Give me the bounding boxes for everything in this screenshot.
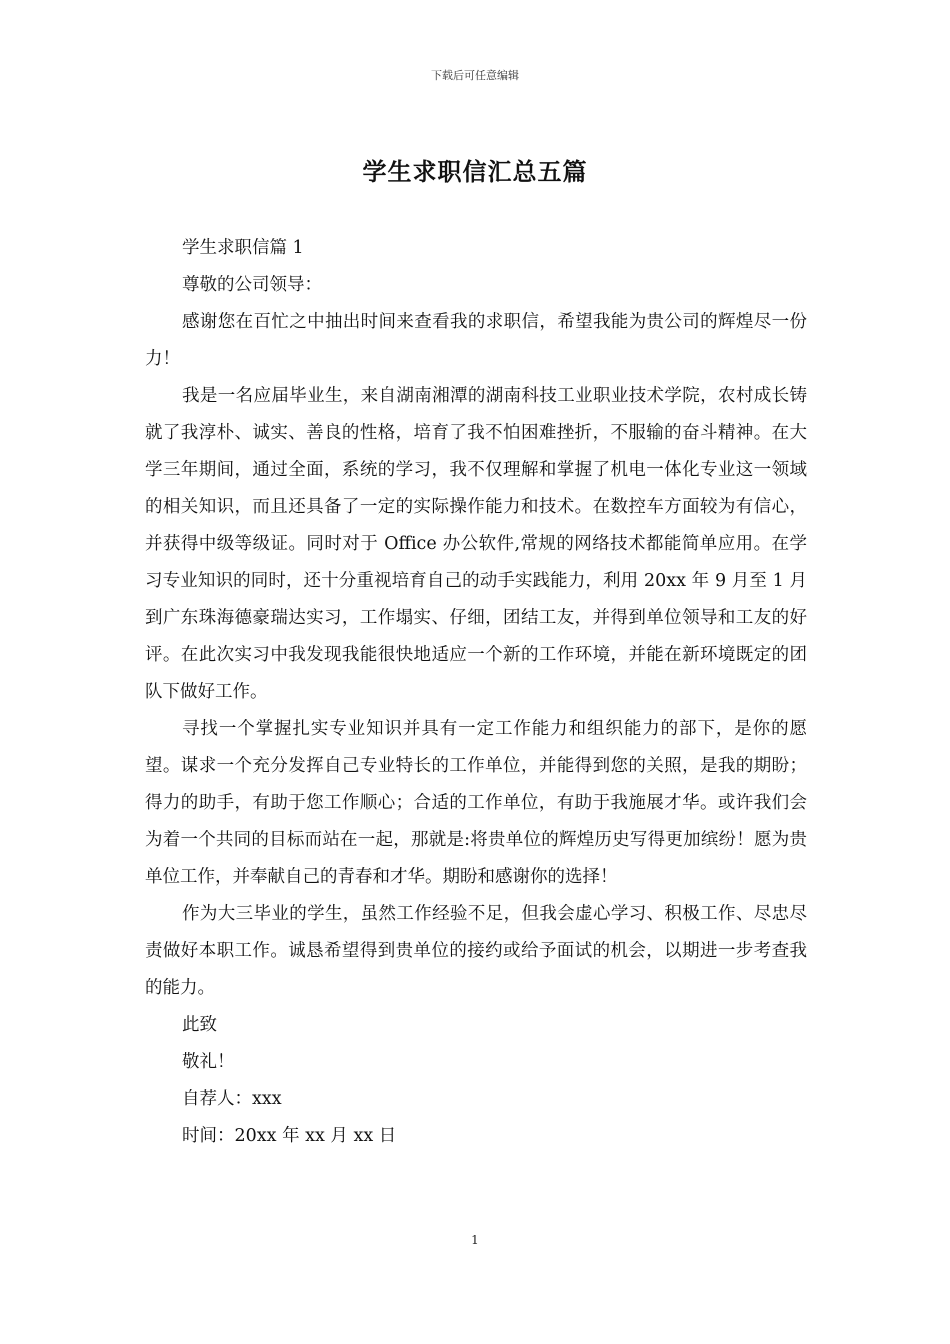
salutation: 尊敬的公司领导： bbox=[182, 275, 322, 295]
date-line: 时间：20xx 年 xx 月 xx 日 bbox=[182, 1126, 397, 1146]
signature: 自荐人：xxx bbox=[182, 1089, 282, 1109]
header-note: 下载后可任意编辑 bbox=[431, 69, 519, 82]
closing-line: 敬礼！ bbox=[182, 1052, 235, 1072]
page-number: 1 bbox=[471, 1233, 479, 1247]
paragraph: 我是一名应届毕业生，来自湖南湘潭的湖南科技工业职业技术学院，农村成长铸就了我淳朴、诚实、善良的性格，培育了我不怕困难挫折，不服输的奋斗精神。在大学三年期间，通过全面，系统的学习，我不仅理解和掌握了机电一体化专业这一领域的相关知识，而且还具备了一定的实际操作能力和技术。在数控车方面较为有信心，并获得中级等级证。同时对于 Office 办公软件,常规的网络技术都能简单应用。在学习专业知识的同时，还十分重视培育自己的动手实践能力，利用 20xx 年 9 月至 1 月到广东珠海德豪瑞达实习，工作塌实、仔细，团结工友，并得到单位领导和工友的好评。在此次实习中我发现我能很快地适应一个新的工作环境，并能在新环境既定的团队下做好工作。 bbox=[145, 386, 807, 702]
paragraph: 寻找一个掌握扎实专业知识并具有一定工作能力和组织能力的部下，是你的愿望。谋求一个充分发挥自己专业特长的工作单位，并能得到您的关照，是我的期盼；得力的助手，有助于您工作顺心；合适的工作单位，有助于我施展才华。或许我们会为着一个共同的目标而站在一起，那就是:将贵单位的辉煌历史写得更加缤纷！愿为贵单位工作，并奉献自己的青春和才华。期盼和感谢你的选择！ bbox=[145, 719, 807, 887]
paragraph: 感谢您在百忙之中抽出时间来查看我的求职信，希望我能为贵公司的辉煌尽一份力！ bbox=[145, 312, 807, 369]
letter-body bbox=[145, 230, 807, 1155]
paragraph: 作为大三毕业的学生，虽然工作经验不足，但我会虚心学习、积极工作、尽忠尽责做好本职工作。诚恳希望得到贵单位的接约或给予面试的机会，以期进一步考查我的能力。 bbox=[145, 904, 807, 998]
section-heading: 学生求职信篇 1 bbox=[182, 238, 304, 258]
closing-line: 此致 bbox=[182, 1015, 217, 1035]
document-title: 学生求职信汇总五篇 bbox=[362, 157, 588, 186]
